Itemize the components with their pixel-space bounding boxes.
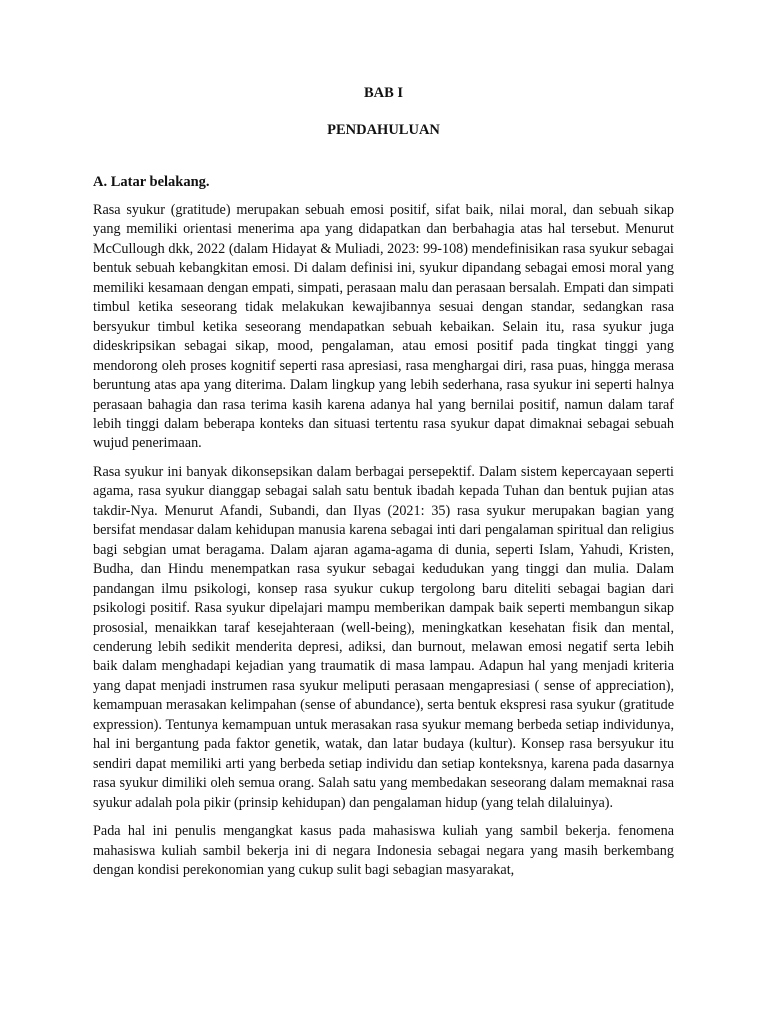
paragraph-2: Rasa syukur ini banyak dikonsepsikan dalam berbagai persepektif. Dalam sistem kepercayaan seperti agama, rasa syukur dianggap sebagai salah satu bentuk ibadah kepada Tuhan dan bentuk pujian atas takdir-Nya. Menurut Afandi, Subandi, dan Ilyas (2021: 35) rasa syukur merupakan bagian yang bersifat mendasar dalam kehidupan manusia karena sebagai inti dari pengalaman spiritual dan religius bagi sebgian umat beragama. Dalam ajaran agama-agama di dunia, seperti Islam, Yahudi, Kristen, Budha, dan Hindu menempatkan rasa syukur sebagai kedudukan yang tinggi dan mulia. Dalam pandangan ilmu psikologi, konsep rasa syukur cukup tergolong baru diteliti sebagai bagian dari psikologi positif. Rasa syukur dipelajari mampu memberikan dampak baik seperti membangun sikap prososial, menaikkan taraf kesejahteraan (well-being), meningkatkan kesehatan fisik dan mental, cenderung lebih sedikit menderita depresi, adiksi, dan burnout, melawan emosi negatif serta lebih baik dalam menghadapi kejadian yang traumatik di masa lampau. Adapun hal yang menjadi kriteria yang dapat menjadi instrumen rasa syukur meliputi perasaan mengapresiasi ( sense of appreciation), kemampuan merasakan kelimpahan (sense of abundance), serta bentuk ekspresi rasa syukur (gratitude expression). Tentunya kemampuan untuk merasakan rasa syukur memang berbeda setiap individunya, hal ini bergantung pada faktor genetik, watak, dan latar budaya (kultur). Konsep rasa bersyukur itu sendiri dapat memiliki arti yang berbeda setiap individu dan setiap konteksnya, karena pada dasarnya rasa syukur dimiliki oleh semua orang. Salah satu yang membedakan seseorang dalam memaknai rasa syukur adalah pola pikir (prinsip kehidupan) dan pengalaman hidup (yang telah dilaluinya). bbox=[93, 463, 674, 811]
chapter-number: BAB I bbox=[363, 85, 404, 101]
paragraph-3: Pada hal ini penulis mengangkat kasus pada mahasiswa kuliah yang sambil bekerja. fenomena mahasiswa kuliah sambil bekerja ini di negara Indonesia sebagai negara yang masih berkembang dengan kondisi perekonomian yang cukup sulit bagi sebagian masyarakat, bbox=[93, 823, 674, 878]
section-heading: A. Latar belakang. bbox=[93, 174, 210, 190]
paragraph-1: Rasa syukur (gratitude) merupakan sebuah emosi positif, sifat baik, nilai moral, dan sebuah sikap yang memiliki orientasi menerima apa yang didapatkan dan berbahagia atas hal tersebut. Menurut McCullough dkk, 2022 (dalam Hidayat & Muliadi, 2023: 99-108) mendefinisikan rasa syukur sebagai bentuk sebuah kebangkitan emosi. Di dalam definisi ini, syukur dipandang sebagai emosi moral yang memiliki kesamaan dengan empati, simpati, perasaan malu dan perasaan bersalah. Empati dan simpati timbul ketika seseorang tidak melakukan kewajibannya sesuai dengan standar, sedangkan rasa bersyukur timbul ketika seseorang mendapatkan sebuah kebaikan. Selain itu, rasa syukur juga dideskripsikan sebagai sikap, mood, pengalaman, atau emosi positif pada tingkat tinggi yang mendorong oleh proses kognitif seperti rasa apresiasi, rasa menghargai diri, rasa puas, hingga merasa beruntung atas apa yang diterima. Dalam lingkup yang lebih sederhana, rasa syukur ini seperti halnya perasaan bahagia dan rasa terima kasih karena adanya hal yang bernilai positif, namun dalam taraf lebih tinggi dalam beberapa konteks dan situasi tertentu rasa syukur dapat dimaknai sebagai sebuah wujud penerimaan. bbox=[93, 202, 674, 452]
chapter-title: PENDAHULUAN bbox=[327, 122, 440, 138]
